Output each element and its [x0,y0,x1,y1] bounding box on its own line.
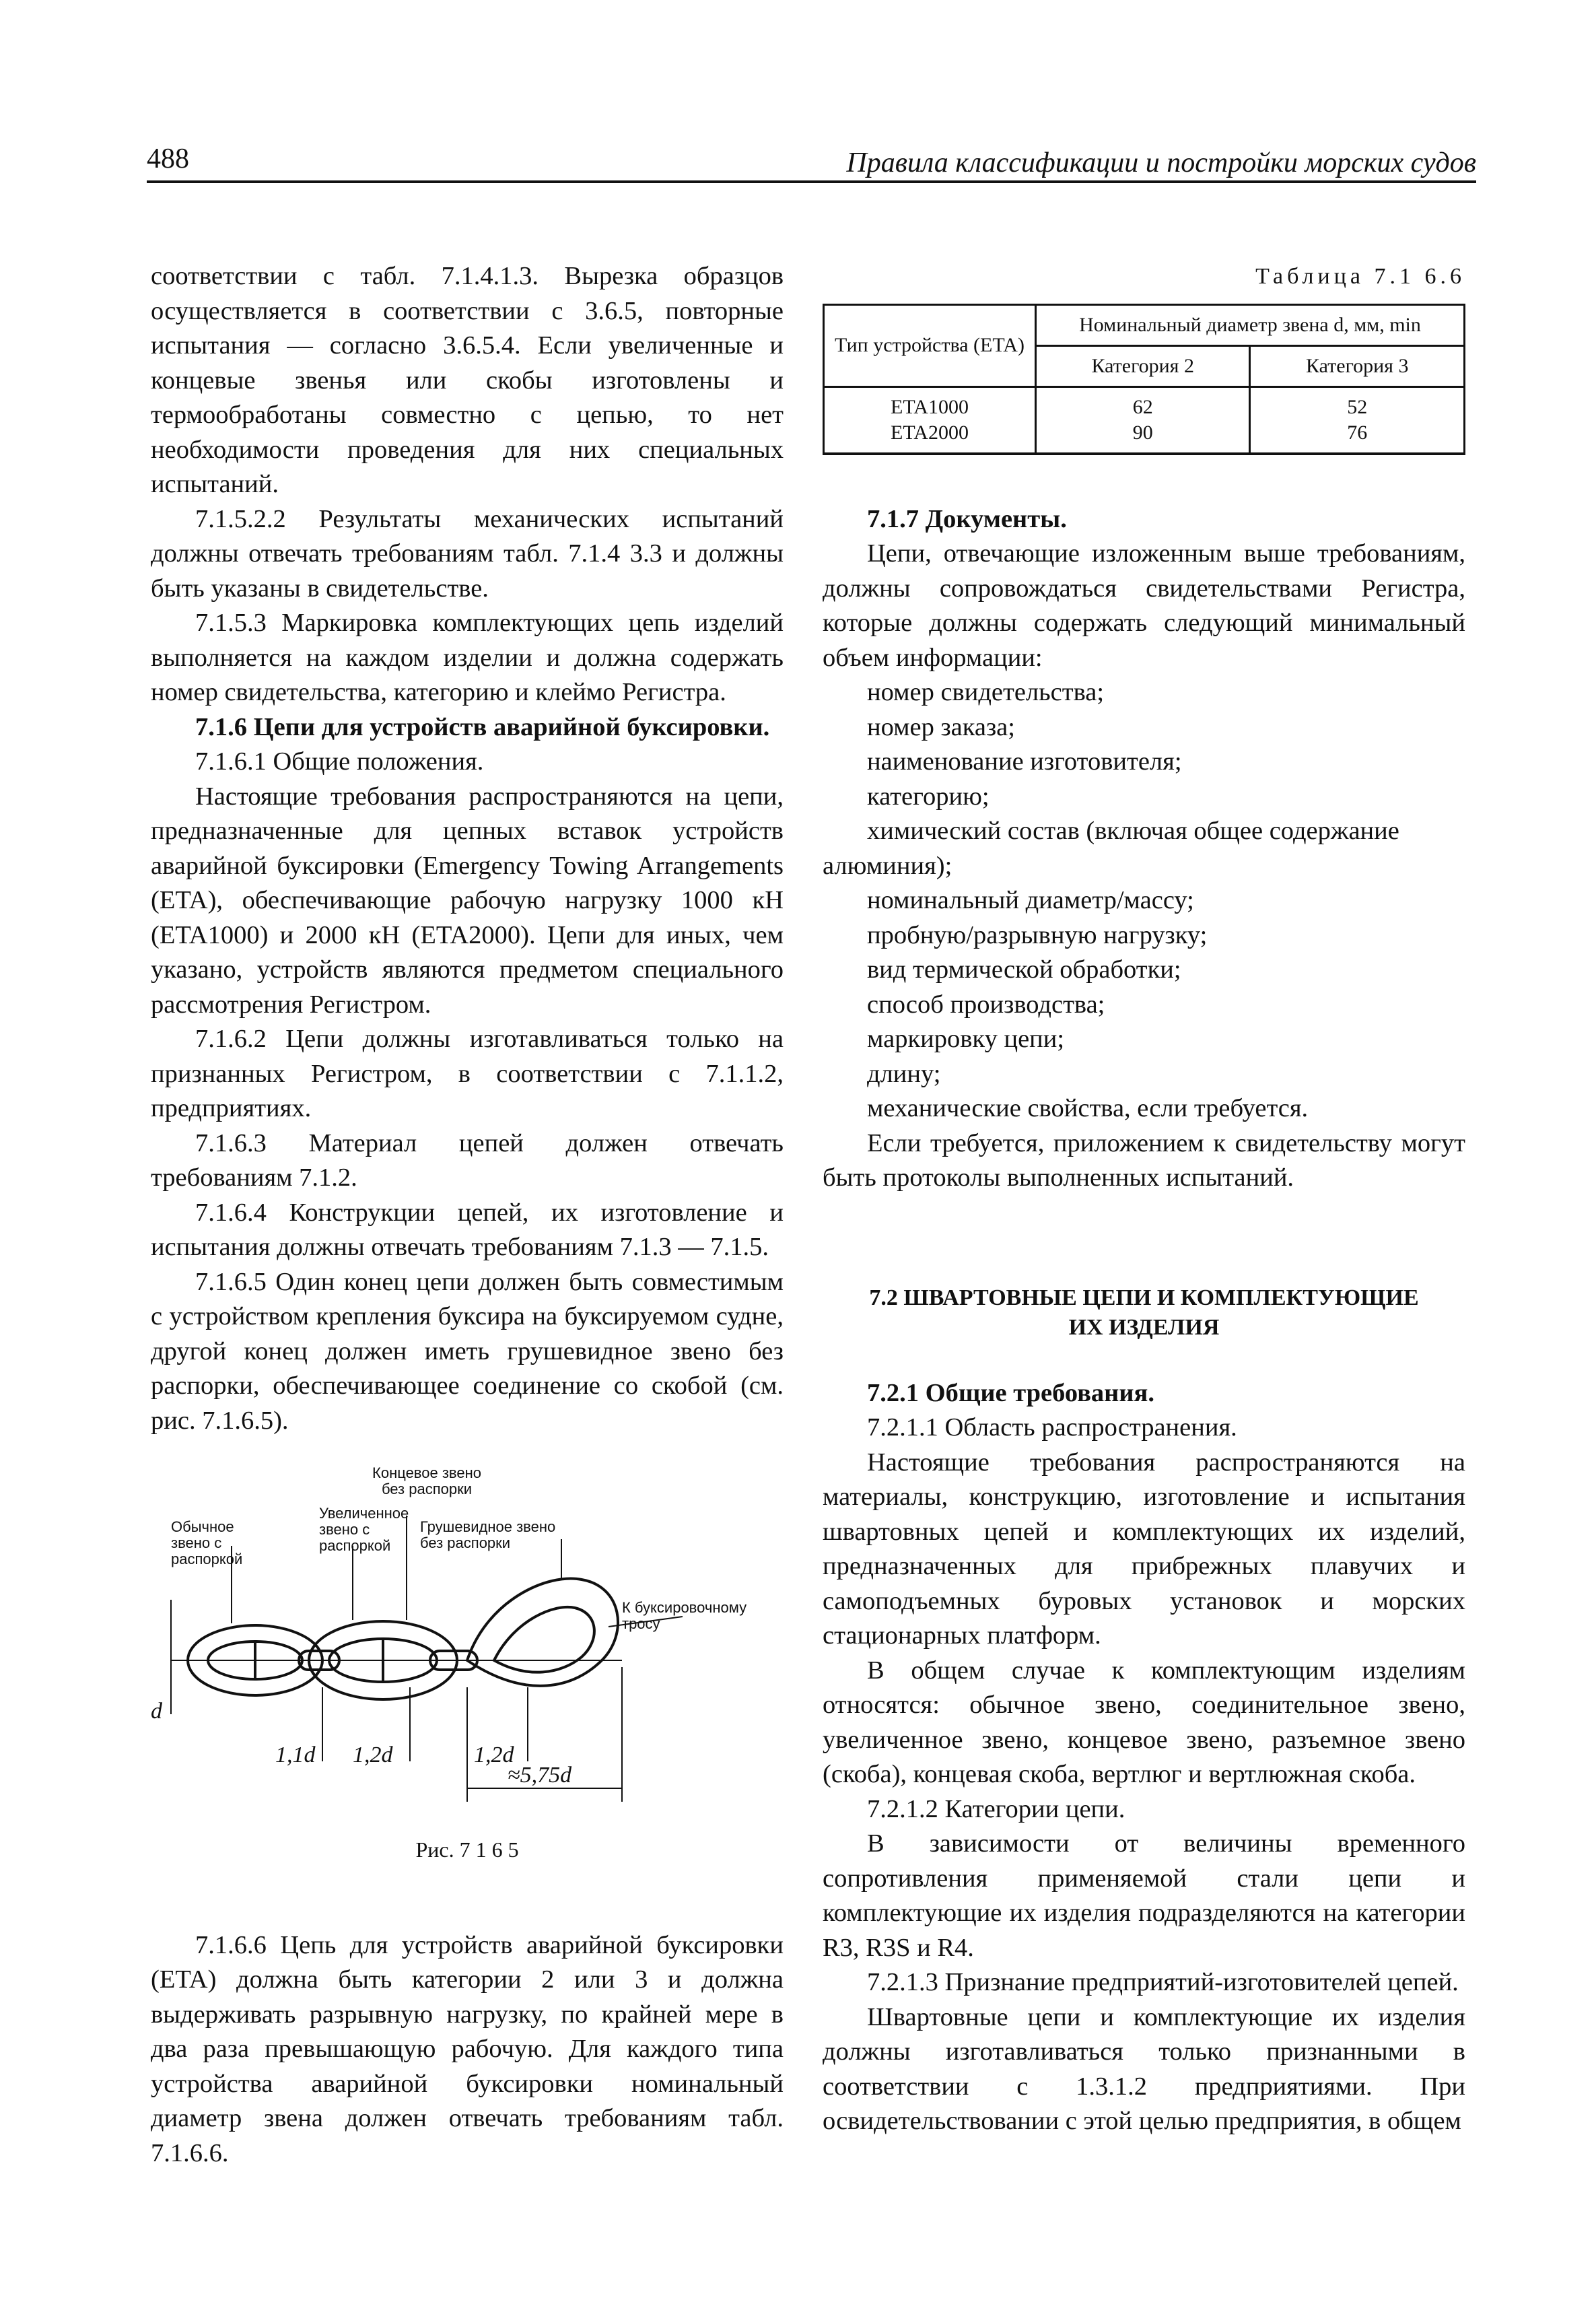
section-heading: 7.1.6 Цепи для устройств аварийной буксировки. [195,712,770,741]
chapter-title: 7.2 ШВАРТОВНЫЕ ЦЕПИ И КОМПЛЕКТУЮЩИЕ [869,1285,1419,1310]
chapter-title: ИХ ИЗДЕЛИЯ [1068,1314,1220,1340]
label-pear-link: Грушевидное звено без распорки [420,1518,556,1551]
paragraph: 7.1.6.5 Один конец цепи должен быть совместимым с устройством крепления буксира на буксируемом судне, другой конец должен иметь грушевидное звено без распорки, обеспечивающее соединение со скобой (см. рис. 7.1.6.5). [151,1267,784,1435]
paragraph: Если требуется, приложением к свидетельству могут быть протоколы выполненных испытаний. [823,1128,1465,1192]
dim-12d-a: 1,2d [353,1742,393,1767]
paragraph: 7.1.6.2 Цепи должны изготавливаться только на признанных Регистром, в соответствии с 7.1.1.2, предприятиях. [151,1025,784,1122]
list-item: вид термической обработки; [867,955,1181,984]
paragraph: 7.2.1.3 Признание предприятий-изготовителей цепей. [867,1968,1459,1996]
dim-12d-b: 1,2d [474,1742,514,1767]
table-header: Тип устройства (ETA) [824,304,1036,386]
list-item: маркировку цепи; [867,1025,1065,1053]
table-cell-value: 76 [1347,421,1368,444]
chain-figure [151,1465,784,1829]
dim-575d: ≈5,75d [508,1763,572,1788]
paragraph: 7.1.5.3 Маркировка комплектующих цепь изделий выполняется на каждом изделии и должна содержать номер свидетельства, категорию и клеймо Регистра. [151,609,784,706]
list-item: номер заказа; [867,712,1015,741]
label-common-link: Обычное звено с распоркой [171,1518,243,1567]
label-end-link: Концевое звено без распорки [372,1464,481,1497]
right-column [823,259,1465,2139]
table-cell [824,386,1036,454]
table-header: Номинальный диаметр звена d, мм, min [1036,304,1465,345]
figure-caption: Рис. 7 1 6 5 [415,1837,519,1862]
table-cell-value: 90 [1132,421,1153,444]
page-number: 488 [147,143,189,174]
table-subheader: Категория 2 [1036,345,1250,386]
list-item: номер свидетельства; [867,678,1105,706]
left-column [151,259,784,2171]
table-cell-value: 62 [1132,395,1153,418]
paragraph: Швартовные цепи и комплектующие их изделия должны изготавливаться только признанными в соответствии с 1.3.1.2 предприятиями. При освидетельствовании с этой целью предприятия, в общем [823,2002,1465,2135]
paragraph: В общем случае к комплектующим изделиям относятся: обычное звено, соединительное звено, увеличенное звено, концевое звено, разъемное звено (скоба), концевая скоба, вертлюг и вертлюжная скоба. [823,1656,1465,1788]
dim-d: d [151,1699,162,1724]
list-item: категорию; [867,782,990,811]
eta-table [823,304,1465,455]
list-item: наименование изготовителя; [867,747,1182,776]
section-heading: 7.2.1 Общие требования. [867,1378,1154,1407]
label-tow-rope: К буксировочному тросу [622,1599,747,1632]
paragraph: 7.1.6.6 Цепь для устройств аварийной буксировки (ETA) должна быть категории 2 или 3 и должна выдерживать разрывную нагрузку, по крайней мере в два раза превышающую рабочую. Для каждого типа устройства аварийной буксировки номинальный диаметр звена должен отвечать требованиям табл. 7.1.6.6. [151,1930,784,2167]
paragraph: 7.1.6.4 Конструкции цепей, их изготовление и испытания должны отвечать требованиям 7.1.3 — 7.1.5. [151,1198,784,1261]
table-cell [1250,386,1465,454]
list-item: химический состав (включая общее содержание [867,817,1399,845]
paragraph: Настоящие требования распространяются на цепи, предназначенные для цепных вставок устройств аварийной буксировки (Emergency Towing Arrangements (ETA), обеспечивающие рабочую нагрузку 1000 кН (ETA1000) и 2000 кН (ETA2000). Цепи для иных, чем указано, устройств являются предметом специального рассмотрения Регистром. [151,782,784,1019]
header-rule [147,180,1476,183]
table-cell-value: 52 [1347,395,1368,418]
list-item: пробную/разрывную нагрузку; [867,920,1208,949]
list-item: механические свойства, если требуется. [867,1094,1309,1122]
section-heading: 7.1.7 Документы. [867,504,1067,533]
paragraph: 7.1.6.3 Материал цепей должен отвечать требованиям 7.1.2. [151,1128,784,1192]
running-title: Правила классификации и постройки морских судов [846,147,1476,178]
paragraph: Настоящие требования распространяются на материалы, конструкцию, изготовление и испытания швартовных цепей и комплектующих их изделий, предназначенных для прибрежных плавучих и самоподъемных буровых установок и морских стационарных платформ. [823,1448,1465,1650]
dim-11d: 1,1d [275,1742,316,1767]
paragraph: 7.2.1.2 Категории цепи. [867,1794,1125,1823]
label-enlarged-link: Увеличенное звено с распоркой [319,1505,409,1554]
paragraph: В зависимости от величины временного сопротивления применяемой стали цепи и комплектующие их изделия подразделяются на категории R3, R3S и R4. [823,1829,1465,1962]
table-cell-type: ETA1000 [891,395,969,418]
table-cell-type: ETA2000 [891,421,969,444]
list-item: номинальный диаметр/массу; [867,886,1194,914]
paragraph: 7.1.6.1 Общие положения. [195,747,484,776]
list-item: длину; [867,1059,941,1088]
table-subheader: Категория 3 [1250,345,1465,386]
list-item-continuation: алюминия); [823,851,952,880]
table-caption: Таблица 7.1 6.6 [1255,264,1465,289]
paragraph: 7.2.1.1 Область распространения. [867,1413,1237,1442]
paragraph: Цепи, отвечающие изложенным выше требованиям, должны сопровождаться свидетельствами Регистра, которые должны содержать следующий минимальный объем информации: [823,539,1465,672]
list-item: способ производства; [867,990,1105,1019]
table-cell [1036,386,1250,454]
paragraph: 7.1.5.2.2 Результаты механических испытаний должны отвечать требованиям табл. 7.1.4 3.3 и должны быть указаны в свидетельстве. [151,504,784,603]
paragraph: соответствии с табл. 7.1.4.1.3. Вырезка образцов осуществляется в соответствии с 3.6.5, повторные испытания — согласно 3.6.5.4. Если увеличенные и концевые звенья или скобы изготовлены и термообработаны совместно с цепью, то нет необходимости проведения для них специальных испытаний. [151,262,784,498]
